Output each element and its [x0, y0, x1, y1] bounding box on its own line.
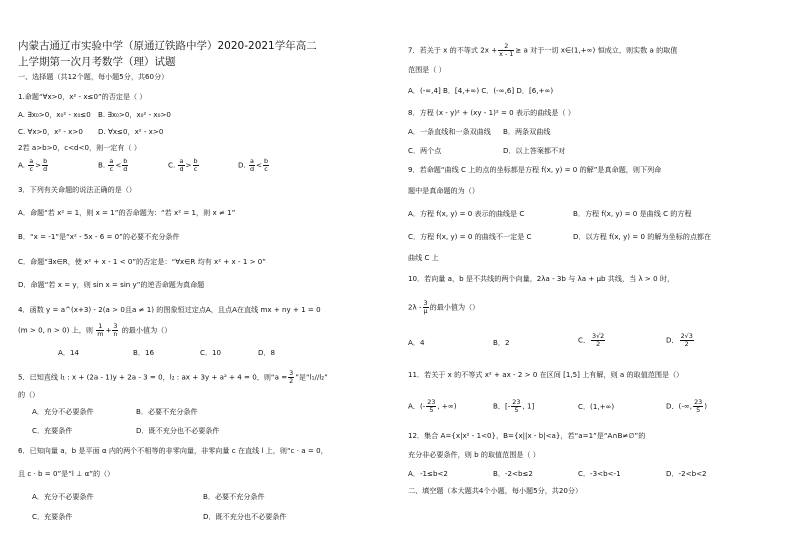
q11-option-b: B．[- $\frac{23}{5}$ , 1]	[493, 398, 535, 414]
q9-option-d-continued: 曲线 C 上	[408, 253, 439, 262]
q11-option-c: C．(1,+∞)	[578, 402, 615, 411]
q4-condition: (m > 0, n > 0) 上，则 $\frac{1}{m}$ + $\frac{3}{n}$ 的最小值为（）	[18, 322, 172, 338]
q2-option-d: D. $\frac{a}{d}$ < $\frac{b}{c}$	[238, 157, 269, 173]
q1-option-b: B. ∃x₀>0，x₀² - x₀>0	[98, 110, 171, 119]
q11-stem: 11．若关于 x 的不等式 x² + ax - 2 > 0 在区间 [1,5] 上有解，则 a 的取值范围是（）	[408, 370, 684, 379]
q5-option-b: B．必要不充分条件	[136, 407, 198, 416]
q7-options: A．(-∞,4] B．[4,+∞) C．(-∞,6] D．[6,+∞)	[408, 86, 554, 95]
q9-option-a: A．方程 f(x, y) = 0 表示的曲线是 C	[408, 209, 525, 218]
q7-stem-2: 范围是（ ）	[408, 65, 446, 74]
q2-option-a: A. $\frac{a}{c}$ > $\frac{b}{d}$	[18, 157, 48, 173]
q8-stem: 8．方程 (x - y)² + (xy - 1)² = 0 表示的曲线是（ ）	[408, 108, 575, 117]
q8-option-c: C．两个点	[408, 146, 442, 155]
q8-option-b: B．两条双曲线	[503, 127, 551, 136]
q2-stem: 2若 a>b>0，c<d<0，则一定有（ ）	[18, 143, 141, 152]
q3-option-c: C．命题“∃x∈R，使 x² + x - 1 < 0”的否定是：“∀x∈R 均有 x² + x - 1 > 0”	[18, 257, 266, 266]
q9-stem: 9．若命题“曲线 C 上的点的坐标都是方程 f(x, y) = 0 的解”是真命题，则下列命	[408, 165, 662, 174]
q12-option-b: B．-2<b≤2	[493, 469, 533, 478]
section-choice-heading: 一、选择题（共12个题，每小题5分，共60分）	[18, 72, 169, 81]
q8-option-a: A．一条直线和一条双曲线	[408, 127, 491, 136]
q6-stem: 6．已知向量 a，b 是平面 α 内的两个不相等的非零向量，非零向量 c 在直线 l 上，则“c · a = 0，	[18, 446, 328, 455]
q6-option-c: C．充要条件	[32, 512, 73, 521]
q3-option-d: D．命题“若 x = y，则 sin x = sin y”的逆否命题为真命题	[18, 280, 205, 289]
q4-stem: 4．函数 y = a^(x+3) - 2(a > 0且a ≠ 1) 的图象恒过定点A，且点A在直线 mx + ny + 1 = 0	[18, 305, 321, 314]
q3-option-b: B．“x = -1”是“x² - 5x - 6 = 0”的必要不充分条件	[18, 232, 180, 241]
q10-stem: 10．若向量 a，b 是不共线的两个向量，2λa - 3b 与 λa + μb 共线，当 λ > 0 时，	[408, 274, 675, 283]
q5-option-d: D．既不充分也不必要条件	[136, 426, 220, 435]
q11-option-d: D．(-∞, $\frac{23}{5}$ )	[666, 398, 707, 414]
q6-stem-2: 且 c · b = 0”是“l ⊥ α”的（）	[18, 469, 115, 478]
q4-option-a: A．14	[58, 348, 79, 357]
q3-option-a: A．命题“若 x² = 1，则 x = 1”的否命题为：“若 x² = 1，则 x ≠ 1”	[18, 208, 236, 217]
q6-option-d: D．既不充分也不必要条件	[203, 512, 287, 521]
q6-option-a: A．充分不必要条件	[32, 492, 94, 501]
q5-option-a: A．充分不必要条件	[32, 407, 94, 416]
q1-option-c: C. ∀x>0，x² - x>0	[18, 127, 83, 136]
q2-option-c: C. $\frac{a}{d}$ > $\frac{b}{c}$	[168, 157, 198, 173]
q12-stem: 12．集合 A={x|x² - 1<0}，B={x||x - b|<a}，若“a=1”是“A∩B≠∅”的	[408, 431, 646, 440]
q12-stem-2: 充分非必要条件，则 b 的取值范围是（ ）	[408, 450, 540, 459]
exam-title-line-2: 上学期第一次月考数学（理）试题	[18, 56, 176, 68]
q10-option-d: D． $\frac{2√3}{2}$	[666, 332, 693, 348]
q10-option-b: B．2	[493, 338, 510, 347]
q8-option-d: D．以上答案都不对	[503, 146, 566, 155]
q5-option-c: C．充要条件	[32, 426, 73, 435]
q10-option-a: A．4	[408, 338, 425, 347]
q1-stem: 1.命题“∀x>0，x² - x≤0”的否定是（ ）	[18, 92, 147, 101]
q2-option-b: B. $\frac{a}{c}$ < $\frac{b}{d}$	[98, 157, 128, 173]
section-fill-blank-heading: 二、填空题（本大题共4个小题，每小题5分，共20分）	[408, 486, 583, 495]
q4-option-b: B．16	[133, 348, 154, 357]
q3-stem: 3．下列有关命题的说法正确的是（）	[18, 185, 137, 194]
exam-title-line-1: 内蒙古通辽市实验中学（原通辽铁路中学）2020-2021学年高二	[18, 40, 317, 52]
q4-option-d: D．8	[258, 348, 276, 357]
q9-option-b: B．方程 f(x, y) = 0 是曲线 C 的方程	[573, 209, 692, 218]
q5-stem: 5．已知直线 l₁ : x + (2a - 1)y + 2a - 3 = 0，l₂ : ax + 3y + a² + 4 = 0，则“a = $\frac{3}{2}$ ”是“l₁//l₂”	[18, 369, 328, 385]
q12-option-d: D．-2<b<2	[666, 469, 707, 478]
q9-option-d: D．以方程 f(x, y) = 0 的解为坐标的点都在	[573, 232, 712, 241]
q10-expression: 2λ - $\frac{3}{\mu}$ 的最小值为（）	[408, 299, 480, 315]
q1-option-d: D. ∀x≤0，x² - x>0	[98, 127, 164, 136]
q7-stem: 7．若关于 x 的不等式 2x + $\frac{2}{x - 1}$ ≥ a 对于一切 x∈(1,+∞) 恒成立，则实数 a 的取值	[408, 42, 678, 58]
q1-option-a: A. ∃x₀>0，x₀² - x₀≤0	[18, 110, 91, 119]
q12-option-a: A．-1≤b<2	[408, 469, 448, 478]
q4-option-c: C．10	[200, 348, 222, 357]
q10-option-c: C． $\frac{3√2}{2}$	[578, 332, 605, 348]
q11-option-a: A．(- $\frac{23}{5}$ , +∞)	[408, 398, 457, 414]
q9-stem-2: 题中是真命题的为（）	[408, 186, 479, 195]
q6-option-b: B．必要不充分条件	[203, 492, 265, 501]
q9-option-c: C．方程 f(x, y) = 0 的曲线不一定是 C	[408, 232, 532, 241]
q12-option-c: C．-3<b<-1	[578, 469, 621, 478]
q5-stem-2: 的（）	[18, 390, 40, 399]
